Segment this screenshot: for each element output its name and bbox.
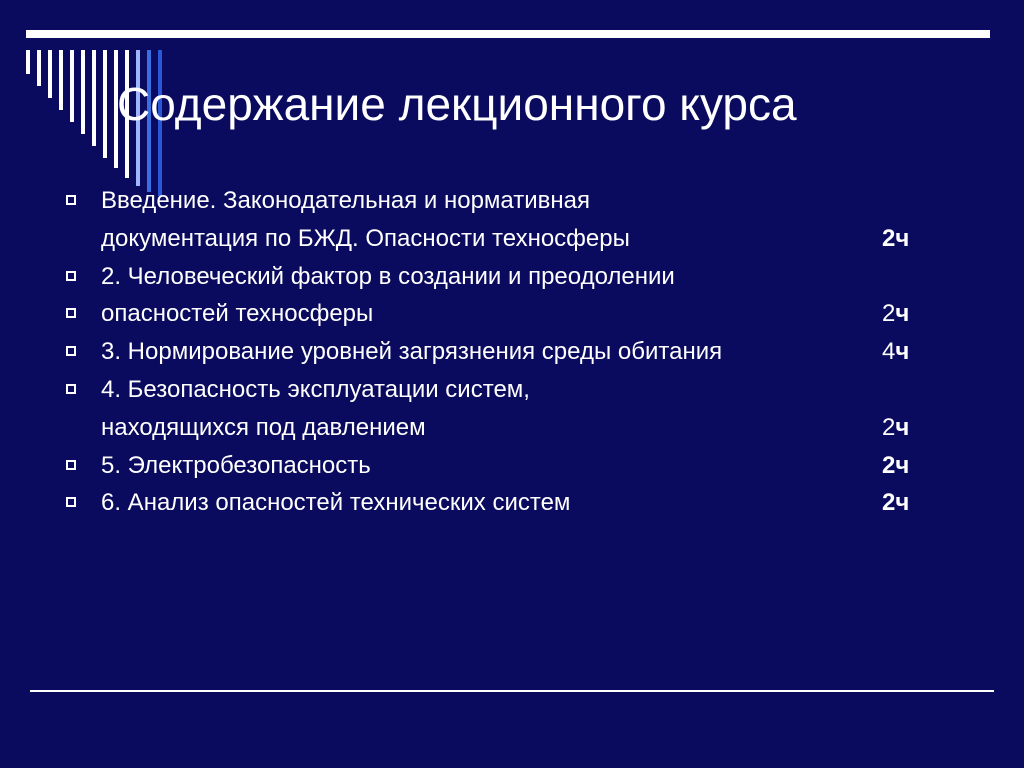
hours-number: 2 — [882, 413, 896, 441]
hours-value — [882, 447, 909, 485]
hours-number: 2 — [882, 489, 896, 517]
list-item — [64, 333, 944, 371]
hours-value — [882, 333, 909, 371]
hours-unit: ч — [895, 338, 910, 366]
hours-number: 4 — [882, 338, 896, 366]
list-item-text: 4. Безопасность эксплуатации систем, — [101, 375, 530, 403]
square-bullet-icon — [66, 346, 76, 356]
square-bullet-icon — [66, 384, 76, 394]
hours-unit: ч — [895, 489, 910, 517]
square-bullet-icon — [66, 271, 76, 281]
list-item-text: находящихся под давлением — [101, 413, 426, 441]
list-item-text: 2. Человеческий фактор в создании и преодолении — [101, 262, 675, 290]
list-item — [64, 220, 944, 258]
list-item-text: 5. Электробезопасность — [101, 451, 371, 479]
list-item — [64, 182, 944, 220]
bottom-rule — [30, 690, 994, 692]
list-item-text: опасностей техносферы — [101, 300, 374, 328]
hours-number: 2 — [882, 300, 896, 328]
hours-value — [882, 295, 909, 333]
list-item — [64, 409, 944, 447]
square-bullet-icon — [66, 460, 76, 470]
top-rule — [26, 30, 990, 38]
topic-list — [64, 182, 944, 522]
hours-number: 2 — [882, 224, 896, 252]
square-bullet-icon — [66, 497, 76, 507]
hours-unit: ч — [895, 451, 910, 479]
list-item — [64, 295, 944, 333]
hours-value — [882, 484, 909, 522]
hours-unit: ч — [895, 300, 910, 328]
list-item-text: 6. Анализ опасностей технических систем — [101, 489, 571, 517]
hours-value — [882, 409, 909, 447]
list-item — [64, 447, 944, 485]
hours-unit: ч — [895, 224, 910, 252]
list-item-text: Введение. Законодательная и нормативная — [101, 187, 590, 214]
hours-unit: ч — [895, 413, 910, 441]
list-item — [64, 371, 944, 409]
list-item-text: документация по БЖД. Опасности техносферы — [101, 224, 630, 252]
square-bullet-icon — [66, 308, 76, 318]
list-item — [64, 258, 944, 296]
list-item — [64, 484, 944, 522]
slide-title: Содержание лекционного курса — [117, 78, 797, 130]
list-item-text: 3. Нормирование уровней загрязнения среды обитания — [101, 338, 723, 366]
hours-number: 2 — [882, 451, 896, 479]
square-bullet-icon — [66, 195, 76, 205]
hours-value — [882, 220, 909, 258]
